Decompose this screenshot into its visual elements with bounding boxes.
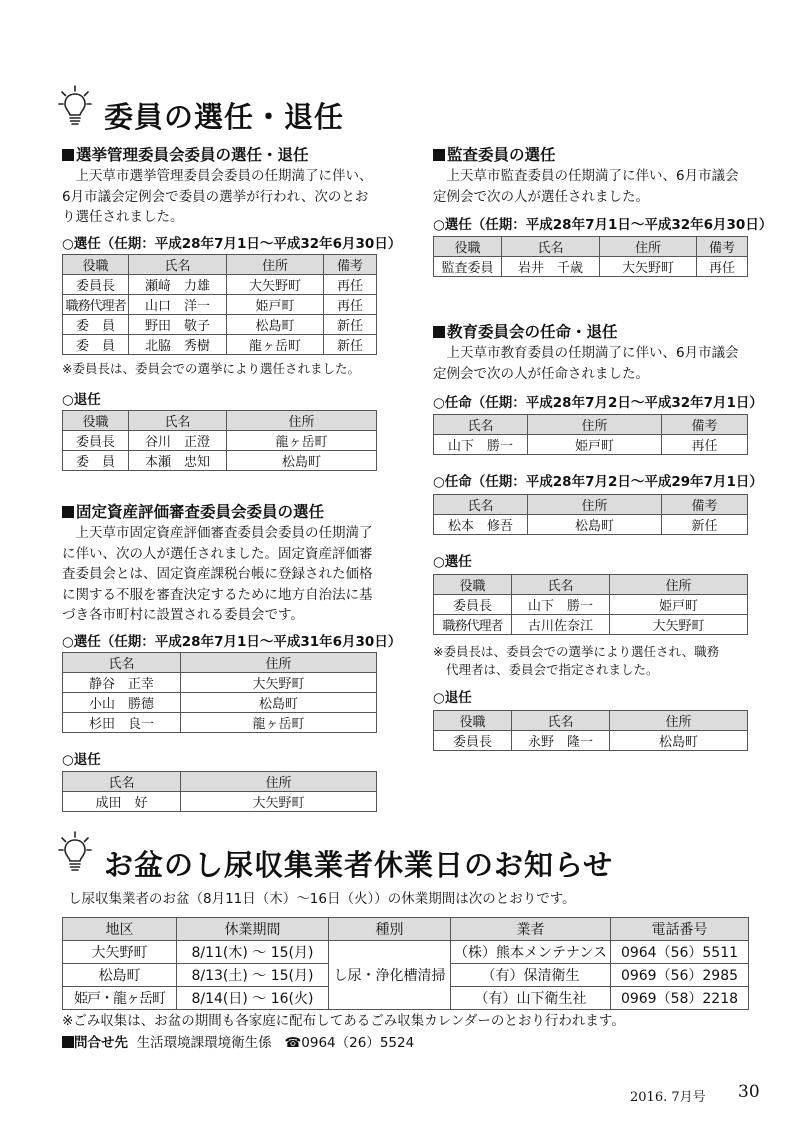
position-cell: 委 員: [63, 451, 129, 471]
header-cell: 住所: [610, 711, 748, 731]
period-cell: 8/14(日) 〜 16(火): [177, 987, 329, 1010]
header-cell: 氏名: [502, 237, 600, 257]
header-cell: 住所: [181, 772, 377, 792]
education-select-table: [433, 574, 748, 635]
square-bullet-icon: [433, 149, 445, 161]
name-cell: 永野 隆一: [512, 731, 610, 751]
issue-label: 2016. 7月号: [630, 1090, 706, 1105]
education-heading-text: 教育委員会の任命・退任: [447, 323, 618, 341]
position-cell: 職務代理者: [434, 615, 512, 635]
header-cell: 役職: [63, 411, 129, 431]
address-cell: 大矢野町: [600, 257, 697, 277]
header-cell: 種別: [329, 918, 451, 941]
address-cell: 姫戸町: [610, 595, 748, 615]
name-cell: 山口 洋一: [129, 295, 227, 315]
election-intro: 上天草市選挙管理委員会委員の任期満了に伴い、6月市議会定例会で委員の選挙が行われ、次のとおり選任されました。: [62, 168, 373, 225]
assets-appoint-label: ○選任（任期：平成28年7月1日〜平成31年6月30日）: [62, 634, 402, 650]
header-cell: 住所: [600, 237, 697, 257]
header-cell: 氏名: [63, 653, 181, 673]
position-cell: 委 員: [63, 335, 129, 355]
header-cell: 氏名: [434, 495, 528, 515]
header-cell: 備考: [697, 237, 748, 257]
header-cell: 住所: [227, 411, 377, 431]
table-header-row: [63, 255, 377, 275]
assets-retire-label: ○退任: [62, 752, 101, 768]
table-row: [63, 792, 377, 812]
table-header-row: [434, 415, 748, 435]
table-header-row: [434, 237, 748, 257]
election-appoint-label: ○選任（任期：平成28年7月1日〜平成32年6月30日）: [62, 236, 402, 252]
contact-line: [62, 1034, 414, 1052]
education-note-line1: ※委員長は、委員会での選挙により選任され、職務: [433, 644, 720, 659]
education-appoint2-label: ○任命（任期：平成28年7月2日〜平成29年7月1日）: [433, 474, 763, 490]
position-cell: 委 員: [63, 315, 129, 335]
assets-committee-heading: [62, 500, 324, 522]
position-cell: 監査委員: [434, 257, 502, 277]
address-cell: 龍ヶ岳町: [227, 335, 324, 355]
header-cell: 休業期間: [177, 918, 329, 941]
address-cell: 松島町: [528, 515, 662, 535]
address-cell: 姫戸町: [227, 295, 324, 315]
header-cell: 備考: [662, 415, 748, 435]
assets-heading-text: 固定資産評価審査委員会委員の選任: [76, 503, 325, 521]
header-cell: 役職: [434, 237, 502, 257]
header-cell: 氏名: [63, 772, 181, 792]
header-cell: 住所: [181, 653, 377, 673]
table-row: [434, 731, 748, 751]
header-cell: 電話番号: [611, 918, 749, 941]
table-header-row: [63, 411, 377, 431]
name-cell: 静谷 正幸: [63, 673, 181, 693]
contact-phone: ☎0964（26）5524: [284, 1035, 415, 1051]
table-header-row: [63, 918, 749, 941]
address-cell: 大矢野町: [181, 792, 377, 812]
position-cell: 委員長: [63, 431, 129, 451]
position-cell: 委員長: [434, 731, 512, 751]
table-row: [434, 595, 748, 615]
name-cell: 岩井 千歳: [502, 257, 600, 277]
election-committee-heading: [62, 143, 309, 165]
address-cell: 龍ヶ岳町: [181, 713, 377, 733]
position-cell: 委員長: [63, 275, 129, 295]
company-cell: （有）保清衛生: [451, 964, 611, 987]
education-select-label: ○選任: [433, 554, 472, 570]
education-committee-heading: [433, 320, 618, 342]
remark-cell: 新任: [324, 335, 377, 355]
name-cell: 成田 好: [63, 792, 181, 812]
lightbulb-icon: [58, 830, 92, 876]
square-bullet-icon: [433, 326, 445, 338]
header-cell: 氏名: [129, 255, 227, 275]
header-cell: 役職: [63, 255, 129, 275]
square-bullet-icon: [62, 506, 74, 518]
area-cell: 松島町: [63, 964, 177, 987]
election-retire-table: [62, 410, 377, 471]
header-cell: 業者: [451, 918, 611, 941]
table-row: [63, 673, 377, 693]
table-row: [434, 257, 748, 277]
phone-cell: 0969（58）2218: [611, 987, 749, 1010]
company-cell: （有）山下衛生社: [451, 987, 611, 1010]
table-row: [434, 515, 748, 535]
contact-dept: 生活環境課環境衛生係: [136, 1035, 272, 1051]
education-note-line2: 代理者は、委員会で指定されました。: [446, 662, 659, 677]
period-cell: 8/11(木) 〜 15(月): [177, 941, 329, 964]
education-retire-label: ○退任: [433, 690, 472, 706]
name-cell: 瀬﨑 力雄: [129, 275, 227, 295]
election-heading-text: 選挙管理委員会委員の選任・退任: [76, 146, 309, 164]
phone-cell: 0969（56）2985: [611, 964, 749, 987]
address-cell: 龍ヶ岳町: [227, 431, 377, 451]
address-cell: 大矢野町: [227, 275, 324, 295]
address-cell: 松島町: [227, 315, 324, 335]
company-cell: （株）熊本メンテナンス: [451, 941, 611, 964]
audit-committee-heading: [433, 143, 556, 165]
header-cell: 役職: [434, 711, 512, 731]
election-retire-label: ○退任: [62, 392, 101, 408]
header-cell: 氏名: [512, 711, 610, 731]
table-row: [63, 335, 377, 355]
address-cell: 大矢野町: [181, 673, 377, 693]
position-cell: 委員長: [434, 595, 512, 615]
education-intro: 上天草市教育委員の任期満了に伴い、6月市議会定例会で次の人が任命されました。: [433, 345, 739, 382]
area-cell: 姫戸・龍ヶ岳町: [63, 987, 177, 1010]
header-cell: 備考: [662, 495, 748, 515]
audit-heading-text: 監査委員の選任: [447, 146, 556, 164]
header-cell: 氏名: [434, 415, 528, 435]
audit-appoint-table: [433, 236, 748, 277]
education-appoint1-label: ○任命（任期：平成28年7月2日〜平成32年7月1日）: [433, 395, 763, 411]
remark-cell: 新任: [662, 515, 748, 535]
table-row: [63, 431, 377, 451]
address-cell: 姫戸町: [528, 435, 662, 455]
education-retire-table: [433, 710, 748, 751]
assets-retire-table: [62, 771, 377, 812]
address-cell: 松島町: [181, 693, 377, 713]
remark-cell: 再任: [324, 275, 377, 295]
name-cell: 谷川 正澄: [129, 431, 227, 451]
obon-intro: し尿収集業者のお盆（8月11日（木）〜16日（火））の休業期間は次のとおりです。: [68, 891, 576, 907]
position-cell: 職務代理者: [63, 295, 129, 315]
table-header-row: [434, 711, 748, 731]
name-cell: 本瀬 忠知: [129, 451, 227, 471]
section-title-obon-notice: お盆のし尿収集業者休業日のお知らせ: [104, 848, 614, 882]
remark-cell: 再任: [662, 435, 748, 455]
table-row: [63, 275, 377, 295]
table-row: [63, 295, 377, 315]
table-header-row: [63, 653, 377, 673]
table-header-row: [63, 772, 377, 792]
name-cell: 小山 勝德: [63, 693, 181, 713]
remark-cell: 再任: [697, 257, 748, 277]
name-cell: 野田 敬子: [129, 315, 227, 335]
header-cell: 備考: [324, 255, 377, 275]
obon-holiday-table: [62, 917, 749, 1010]
audit-intro: 上天草市監査委員の任期満了に伴い、6月市議会定例会で次の人が選任されました。: [433, 168, 739, 205]
name-cell: 山下 勝一: [434, 435, 528, 455]
education-appoint2-table: [433, 494, 748, 535]
name-cell: 古川佐奈江: [512, 615, 610, 635]
election-note: ※委員長は、委員会での選挙により選任されました。: [62, 361, 360, 376]
election-appoint-table: [62, 254, 377, 355]
header-cell: 氏名: [129, 411, 227, 431]
square-bullet-icon: [62, 149, 74, 161]
remark-cell: 再任: [324, 295, 377, 315]
lightbulb-icon: [58, 84, 92, 130]
table-row: [63, 451, 377, 471]
table-header-row: [434, 495, 748, 515]
header-cell: 役職: [434, 575, 512, 595]
address-cell: 松島町: [610, 731, 748, 751]
phone-cell: 0964（56）5511: [611, 941, 749, 964]
garbage-note: ※ごみ収集は、お盆の期間も各家庭に配布してあるごみ収集カレンダーのとおり行われます。: [62, 1013, 625, 1029]
header-cell: 住所: [528, 415, 662, 435]
table-row: [63, 941, 749, 964]
assets-intro: 上天草市固定資産評価審査委員会委員の任期満了に伴い、次の人が選任されました。固定資産評価審査委員会とは、固定資産課税台帳に登録された価格に関する不服を審査決定するために地方自治法に基づき各市町村に設置される委員会です。: [62, 525, 373, 623]
period-cell: 8/13(土) 〜 15(月): [177, 964, 329, 987]
table-row: [63, 693, 377, 713]
header-cell: 住所: [227, 255, 324, 275]
page-number: 30: [738, 1082, 760, 1102]
header-cell: 地区: [63, 918, 177, 941]
area-cell: 大矢野町: [63, 941, 177, 964]
table-row: [63, 713, 377, 733]
name-cell: 松本 修吾: [434, 515, 528, 535]
type-cell: し尿・浄化槽清掃: [329, 941, 451, 1010]
square-bullet-icon: [62, 1036, 74, 1048]
contact-label: 問合せ先: [74, 1035, 128, 1051]
education-appoint1-table: [433, 414, 748, 455]
name-cell: 杉田 良一: [63, 713, 181, 733]
table-header-row: [434, 575, 748, 595]
table-row: [434, 615, 748, 635]
name-cell: 北脇 秀樹: [129, 335, 227, 355]
header-cell: 住所: [528, 495, 662, 515]
audit-appoint-label: ○選任（任期：平成28年7月1日〜平成32年6月30日）: [433, 217, 773, 233]
assets-appoint-table: [62, 652, 377, 733]
section-title-appointments: 委員の選任・退任: [104, 100, 345, 134]
header-cell: 住所: [610, 575, 748, 595]
table-row: [63, 315, 377, 335]
header-cell: 氏名: [512, 575, 610, 595]
address-cell: 大矢野町: [610, 615, 748, 635]
table-row: [434, 435, 748, 455]
name-cell: 山下 勝一: [512, 595, 610, 615]
remark-cell: 新任: [324, 315, 377, 335]
address-cell: 松島町: [227, 451, 377, 471]
